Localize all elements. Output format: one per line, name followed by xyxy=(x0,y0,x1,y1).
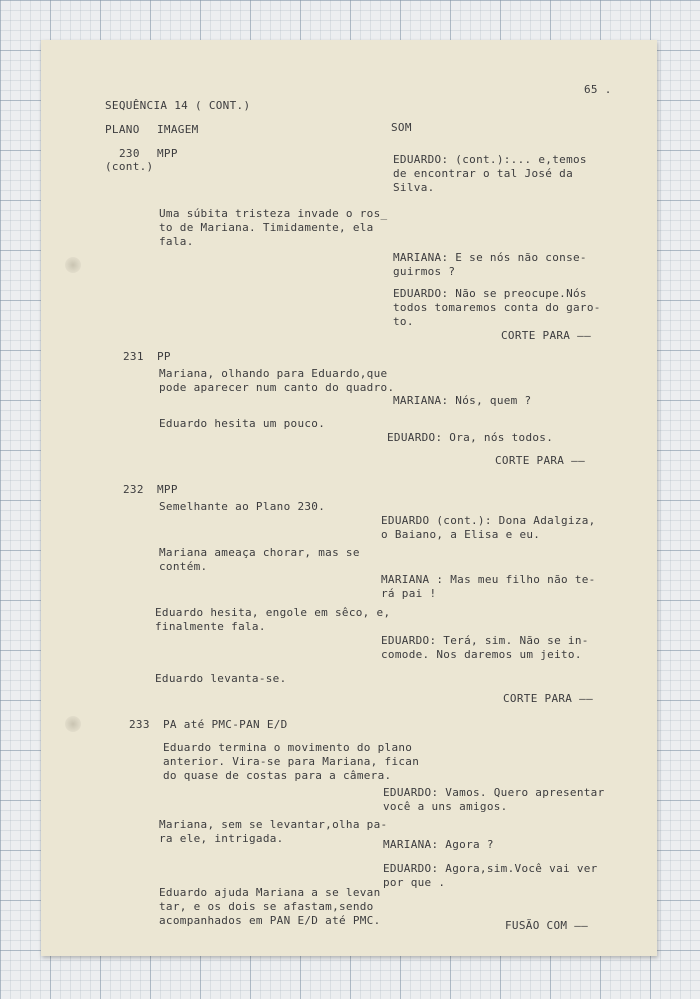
shot-number: 232 xyxy=(123,483,144,496)
column-header-imagem: IMAGEM xyxy=(157,123,199,136)
script-page xyxy=(41,40,657,956)
action: Mariana, sem se levantar,olha pa- ra ele, intrigada. xyxy=(159,818,388,845)
shot-type: MPP xyxy=(157,147,178,160)
action: Mariana ameaça chorar, mas se contém. xyxy=(159,546,360,573)
dialogue: EDUARDO: Terá, sim. Não se in- comode. Nos daremos um jeito. xyxy=(381,634,589,661)
dialogue: EDUARDO: Não se preocupe.Nós todos tomaremos conta do garo- to. xyxy=(393,287,601,328)
shot-number: 231 xyxy=(123,350,144,363)
dialogue: EDUARDO (cont.): Dona Adalgiza, o Baiano, a Elisa e eu. xyxy=(381,514,596,541)
dialogue: EDUARDO: (cont.):... e,temos de encontrar o tal José da Silva. xyxy=(393,153,587,194)
shot-number: 230 xyxy=(119,147,140,160)
shot-type: PP xyxy=(157,350,171,363)
dialogue: EDUARDO: Ora, nós todos. xyxy=(387,431,554,444)
transition: FUSÃO COM —— xyxy=(505,919,589,932)
dialogue: EDUARDO: Vamos. Quero apresentar você a uns amigos. xyxy=(383,786,605,813)
transition: CORTE PARA —— xyxy=(501,329,591,342)
action: Eduardo hesita um pouco. xyxy=(159,417,326,430)
shot-type: MPP xyxy=(157,483,178,496)
sequence-title: SEQUÊNCIA 14 ( CONT.) xyxy=(105,99,251,112)
shot-number: 233 xyxy=(129,718,150,731)
action: Eduardo levanta-se. xyxy=(155,672,287,685)
dialogue: MARIANA: E se nós não conse- guirmos ? xyxy=(393,251,587,278)
column-header-plano: PLANO xyxy=(105,123,140,136)
dialogue: MARIANA: Nós, quem ? xyxy=(393,394,532,407)
action: Eduardo termina o movimento do plano anterior. Vira-se para Mariana, fican do quase de costas para a câmera. xyxy=(163,741,420,782)
dialogue: MARIANA : Mas meu filho não te- rá pai ! xyxy=(381,573,596,600)
shot-type: PA até PMC-PAN E/D xyxy=(163,718,288,731)
column-header-som: SOM xyxy=(391,121,412,134)
page-number: 65 . xyxy=(584,83,612,96)
action: Eduardo ajuda Mariana a se levan tar, e os dois se afastam,sendo acompanhados em PAN E/D até PMC. xyxy=(159,886,381,927)
action: Mariana, olhando para Eduardo,que pode aparecer num canto do quadro. xyxy=(159,367,395,394)
punch-hole xyxy=(65,716,81,732)
punch-hole xyxy=(65,257,81,273)
action: Uma súbita tristeza invade o ros_ to de Mariana. Timidamente, ela fala. xyxy=(159,207,388,248)
transition: CORTE PARA —— xyxy=(503,692,593,705)
dialogue: MARIANA: Agora ? xyxy=(383,838,494,851)
transition: CORTE PARA —— xyxy=(495,454,585,467)
shot-cont: (cont.) xyxy=(105,160,154,173)
action: Semelhante ao Plano 230. xyxy=(159,500,326,513)
dialogue: EDUARDO: Agora,sim.Você vai ver por que . xyxy=(383,862,598,889)
action: Eduardo hesita, engole em sêco, e, finalmente fala. xyxy=(155,606,391,633)
